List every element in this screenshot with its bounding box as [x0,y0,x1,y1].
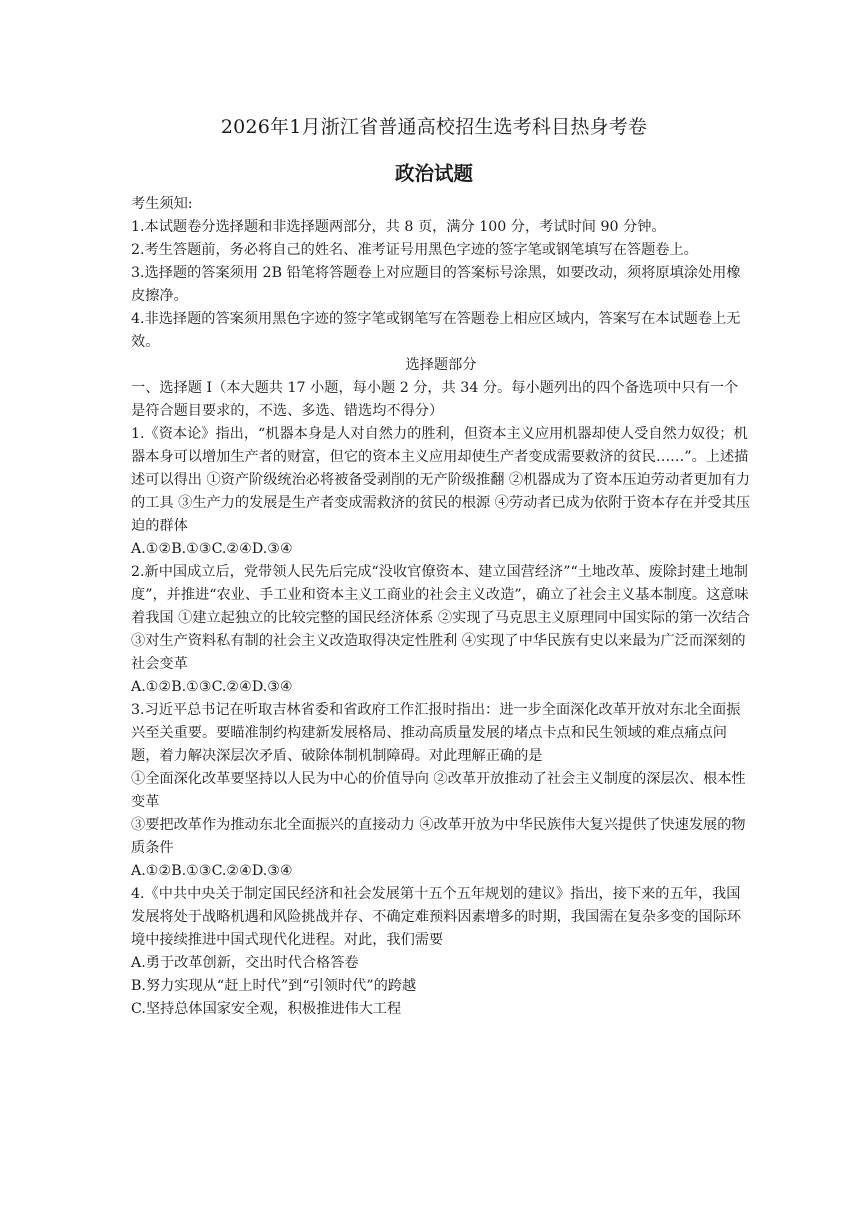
section-title: 选择题部分 [405,357,477,373]
notice-item: 4.非选择题的答案须用黑色字迹的签字笔或钢笔写在答题卷上相应区域内，答案写在本试题卷上无效。 [131,311,741,350]
question-1-stem: 1.《资本论》指出，“机器本身是人对自然力的胜利，但资本主义应用机器却使人受自然力奴役；机器本身可以增加生产者的财富，但它的资本主义应用却使生产者变成需要救济的贫民……”。上述描述可以得出 ①资产阶级统治必将被备受剥削的无产阶级推翻 ②机器成为了资本压迫劳动者更加有力的工具 ③生产力的发展是生产者变成需救济的贫民的根源 ④劳动者已成为依附于资本存在并受其压迫的群体 [131,426,751,534]
question-2-stem: 2.新中国成立后，党带领人民先后完成“没收官僚资本、建立国营经济”“土地改革、废除封建土地制度”，并推进“农业、手工业和资本主义工商业的社会主义改造”，确立了社会主义基本制度。这意味着我国 ①建立起独立的比较完整的国民经济体系 ②实现了马克思主义原理同中国实际的第一次结合 ③对生产资料私有制的社会主义改造取得决定性胜利 ④实现了中华民族有史以来最为广泛而深刻的社会变革 [131,564,751,672]
question-4-stem: 4.《中共中央关于制定国民经济和社会发展第十五个五年规划的建议》指出，接下来的五年，我国发展将处于战略机遇和风险挑战并存、不确定难预料因素增多的时期，我国需在复杂多变的国际环境中接续推进中国式现代化进程。对此，我们需要 [131,886,742,948]
exam-subject-title: 政治试题 [394,162,473,185]
question-4-choice: C.坚持总体国家安全观，积极推进伟大工程 [131,1001,402,1017]
question-3-stem: 3.习近平总书记在听取吉林省委和省政府工作汇报时指出：进一步全面深化改革开放对东北全面振兴至关重要。要瞄准制约构建新发展格局、推动高质量发展的堵点卡点和民生领域的难点痛点问题，着力解决深层次矛盾、破除体制机制障碍。对此理解正确的是 [131,702,741,764]
question-3-statement: ③要把改革作为推动东北全面振兴的直接动力 ④改革开放为中华民族伟大复兴提供了快速发展的物质条件 [131,817,746,856]
notice-item: 1.本试题卷分选择题和非选择题两部分，共 8 页，满分 100 分，考试时间 90 分钟。 [131,219,666,235]
question-4-choice: B.努力实现从“赶上时代”到“引领时代”的跨越 [131,978,417,994]
question-1-options: A.①②B.①③C.②④D.③④ [131,541,293,557]
exam-body [131,193,751,1021]
notice-item: 3.选择题的答案须用 2B 铅笔将答题卷上对应题目的答案标号涂黑，如要改动，须将原填涂处用橡皮擦净。 [131,265,741,304]
notice-item: 2.考生答题前，务必将自己的姓名、准考证号用黑色字迹的签字笔或钢笔填写在答题卷上。 [131,242,698,258]
part1-intro: 一、选择题 I（本大题共 17 小题，每小题 2 分，共 34 分。每小题列出的四个备选项中只有一个是符合题目要求的，不选、多选、错选均不得分） [131,380,739,419]
question-2-options: A.①②B.①③C.②④D.③④ [131,679,293,695]
question-3-options: A.①②B.①③C.②④D.③④ [131,863,293,879]
question-4-choice: A.勇于改革创新，交出时代合格答卷 [131,955,359,971]
question-3-statement: ①全面深化改革要坚持以人民为中心的价值导向 ②改革开放推动了社会主义制度的深层次、根本性变革 [131,771,746,810]
notice-heading: 考生须知: [131,196,193,212]
exam-title: 2026年1月浙江省普通高校招生选考科目热身考卷 [220,116,648,138]
